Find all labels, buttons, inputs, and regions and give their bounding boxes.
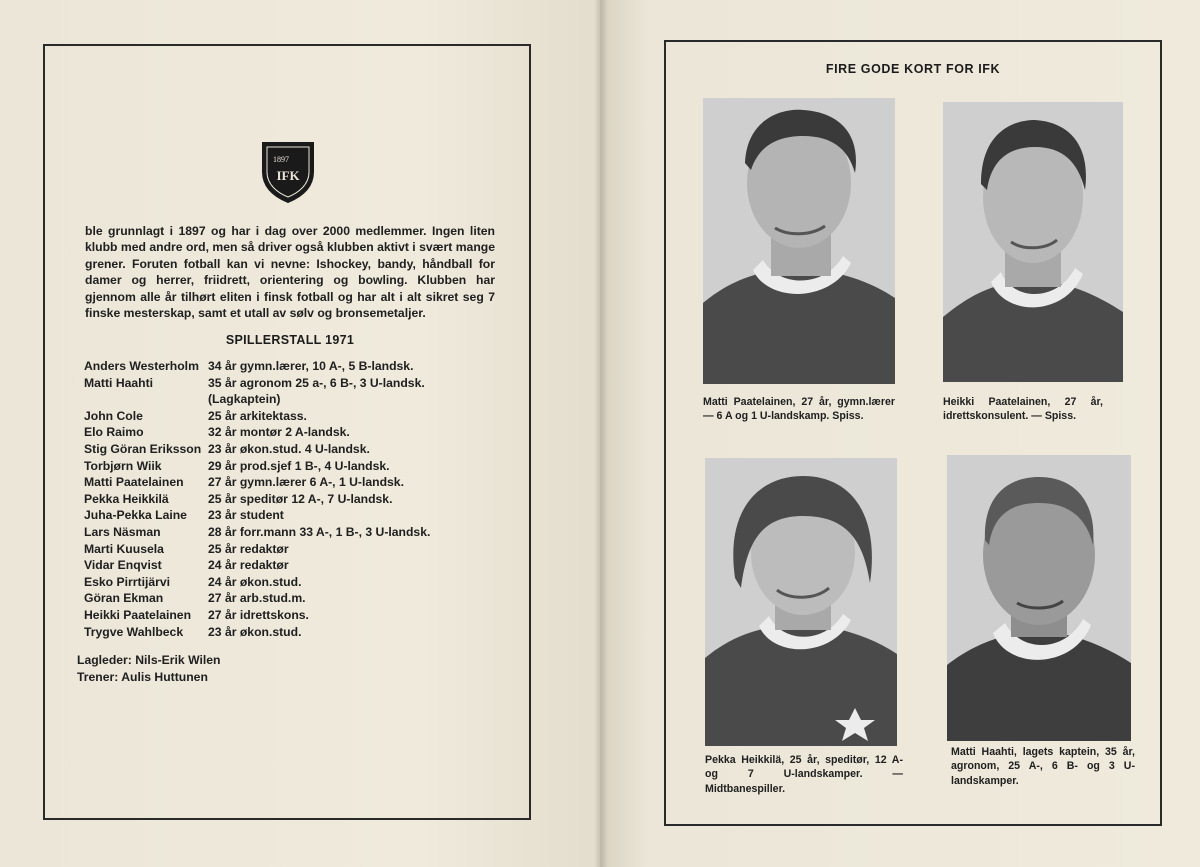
right-page-title: FIRE GODE KORT FOR IFK bbox=[825, 62, 1001, 76]
player-name: Pekka Heikkilä bbox=[84, 491, 169, 506]
player-photo-4 bbox=[947, 455, 1131, 741]
player-info: 29 år prod.sjef 1 B-, 4 U-landsk. bbox=[208, 458, 390, 473]
roster-row bbox=[84, 408, 504, 425]
roster-row bbox=[84, 590, 504, 607]
roster-row bbox=[84, 474, 504, 491]
card-caption-2: Heikki Paatelainen, 27 år, idrettskonsulent. — Spiss. bbox=[943, 396, 1103, 423]
player-name: John Cole bbox=[84, 408, 143, 423]
player-info: 27 år gymn.lærer 6 A-, 1 U-landsk. bbox=[208, 475, 404, 490]
player-name: Göran Ekman bbox=[84, 591, 164, 606]
player-info: 27 år arb.stud.m. bbox=[208, 591, 306, 606]
roster-row bbox=[84, 524, 504, 541]
club-intro-text: ble grunnlagt i 1897 og har i dag over 2000 medlemmer. Ingen liten klubb med andre ord, men så driver også klubben aktivt i svært mange grener. Foruten fotball kan vi nevne: Ishockey, bandy, håndball for damer og herrer, friidrett, orientering og bowling. Klubben har gjennom alle år tilhørt eliten i finsk fotball og har alt i alt sikret seg 7 finske mesterskap, samt et utall av sølv og bronsemetaljer. bbox=[85, 224, 495, 321]
roster-row bbox=[84, 491, 504, 508]
player-name: Trygve Wahlbeck bbox=[84, 624, 184, 639]
player-info: 23 år økon.stud. 4 U-landsk. bbox=[208, 441, 370, 456]
team-coach: Trener: Aulis Huttunen bbox=[77, 669, 208, 684]
player-photo-2 bbox=[943, 102, 1123, 382]
roster-row bbox=[84, 507, 504, 524]
player-info: 24 år redaktør bbox=[208, 558, 289, 573]
player-name: Torbjørn Wiik bbox=[84, 458, 162, 473]
player-info: 25 år arkitektass. bbox=[208, 408, 307, 423]
player-info: 23 år økon.stud. bbox=[208, 624, 302, 639]
player-name: Matti Paatelainen bbox=[84, 475, 184, 490]
player-info: 32 år montør 2 A-landsk. bbox=[208, 425, 350, 440]
crest-letters: IFK bbox=[276, 168, 300, 183]
roster-row bbox=[84, 557, 504, 574]
player-photo-1 bbox=[703, 98, 895, 384]
roster-row bbox=[84, 441, 504, 458]
roster-row bbox=[84, 607, 504, 624]
player-info: 35 år agronom 25 a-, 6 B-, 3 U-landsk. bbox=[208, 375, 425, 390]
player-name: Juha-Pekka Laine bbox=[84, 508, 187, 523]
roster-row bbox=[84, 391, 504, 408]
player-info: 27 år idrettskons. bbox=[208, 607, 309, 622]
player-name: Matti Haahti bbox=[84, 375, 154, 390]
player-info: 28 år forr.mann 33 A-, 1 B-, 3 U-landsk. bbox=[208, 524, 431, 539]
player-info: (Lagkaptein) bbox=[208, 392, 281, 407]
roster-row bbox=[84, 375, 504, 392]
card-caption-3: Pekka Heikkilä, 25 år, speditør, 12 A- og 7 U-landskamper. — Midtbanespiller. bbox=[705, 754, 903, 795]
player-name bbox=[84, 391, 208, 408]
player-info: 34 år gymn.lærer, 10 A-, 5 B-landsk. bbox=[208, 359, 414, 373]
team-manager: Lagleder: Nils-Erik Wilen bbox=[77, 653, 221, 667]
player-name: Anders Westerholm bbox=[84, 359, 199, 373]
player-name: Heikki Paatelainen bbox=[84, 607, 192, 622]
player-info: 24 år økon.stud. bbox=[208, 574, 302, 589]
card-caption-1: Matti Paatelainen, 27 år, gymn.lærer — 6 A og 1 U-landskamp. Spiss. bbox=[703, 396, 895, 423]
crest-year: 1897 bbox=[273, 155, 289, 164]
player-name: Lars Näsman bbox=[84, 524, 161, 539]
roster-row bbox=[84, 458, 504, 475]
player-photo-3 bbox=[705, 458, 897, 746]
roster-row bbox=[84, 624, 504, 641]
player-name: Marti Kuusela bbox=[84, 541, 164, 556]
player-name: Elo Raimo bbox=[84, 425, 144, 440]
roster-row bbox=[84, 574, 504, 591]
player-info: 23 år student bbox=[208, 508, 284, 523]
player-name: Vidar Enqvist bbox=[84, 558, 162, 573]
roster-row bbox=[84, 541, 504, 558]
roster-row bbox=[84, 424, 504, 441]
player-name: Stig Göran Eriksson bbox=[84, 441, 202, 456]
roster-row bbox=[84, 358, 504, 375]
roster-list bbox=[84, 358, 504, 640]
player-info: 25 år redaktør bbox=[208, 541, 289, 556]
card-caption-4: Matti Haahti, lagets kaptein, 35 år, agronom, 25 A-, 6 B- og 3 U-landskamper. bbox=[951, 746, 1135, 787]
player-info: 25 år speditør 12 A-, 7 U-landsk. bbox=[208, 491, 393, 506]
book-gutter bbox=[594, 0, 608, 867]
ifk-crest-logo bbox=[260, 140, 316, 204]
roster-title: SPILLERSTALL 1971 bbox=[225, 333, 355, 347]
player-name: Esko Pirrtijärvi bbox=[84, 574, 171, 589]
staff-list bbox=[77, 652, 220, 685]
